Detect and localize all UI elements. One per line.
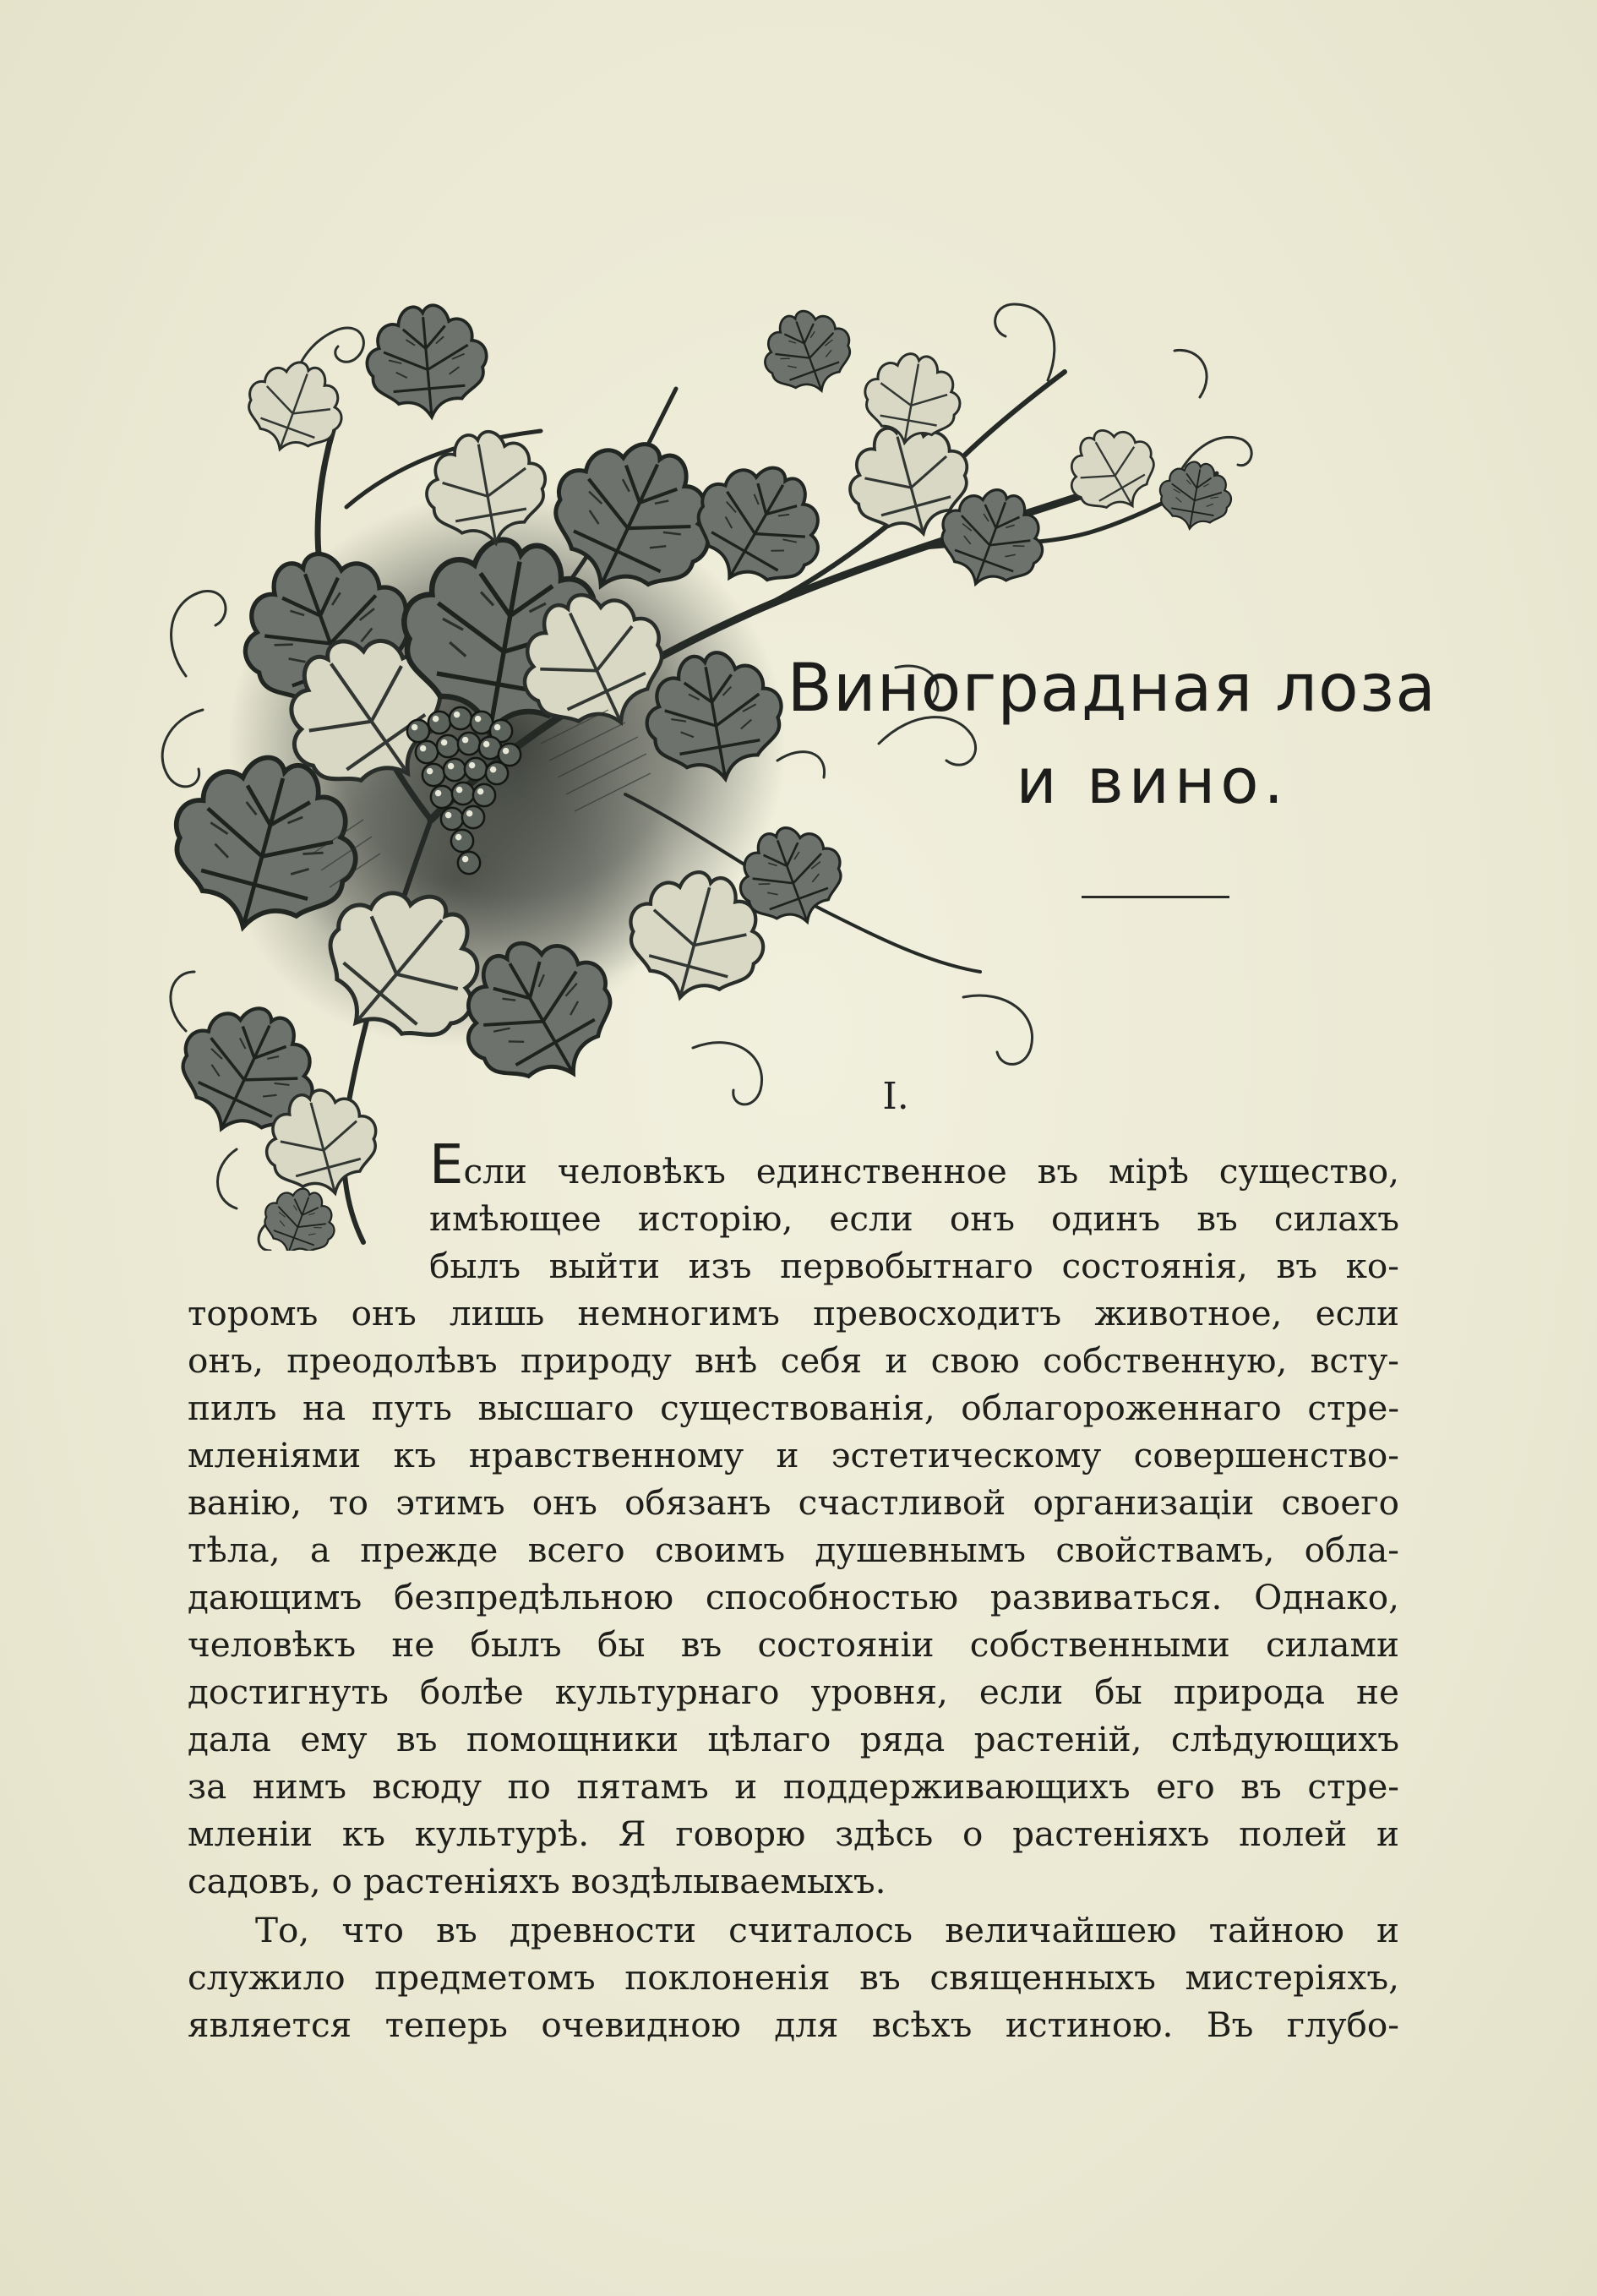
drop-cap: Е bbox=[429, 1134, 464, 1197]
title-line-2: и вино. bbox=[1016, 745, 1289, 818]
text-line: садовъ, о растеніяхъ воздѣлываемыхъ. bbox=[188, 1861, 886, 1901]
text-line: тѣла, а прежде всего своимъ душевнымъ свойствамъ, обла- bbox=[188, 1530, 1399, 1570]
text-line: служило предметомъ поклоненія въ священныхъ мистеріяхъ, bbox=[188, 1957, 1399, 1998]
text-line-content: сли человѣкъ единственное въ мірѣ существо, bbox=[463, 1151, 1399, 1192]
opening-paragraph-lead bbox=[429, 1134, 1399, 1290]
text-line: былъ выйти изъ первобытнаго состоянія, въ ко- bbox=[429, 1246, 1399, 1286]
title-line-1: Виноградная лоза bbox=[787, 651, 1436, 727]
title-divider bbox=[1082, 896, 1229, 898]
text-line: человѣкъ не былъ бы въ состояніи собственными силами bbox=[188, 1624, 1399, 1665]
text-line: мленіи къ культурѣ. Я говорю здѣсь о растеніяхъ полей и bbox=[188, 1813, 1399, 1854]
text-line: достигнуть болѣе культурнаго уровня, если бы природа не bbox=[188, 1672, 1399, 1712]
text-line: пилъ на путь высшаго существованія, облагороженнаго стре- bbox=[188, 1388, 1399, 1428]
page-title bbox=[760, 642, 1436, 828]
text-line: является теперь очевидною для всѣхъ истиною. Въ глубо- bbox=[188, 2004, 1399, 2045]
text-line: имѣющее исторію, если онъ одинъ въ силахъ bbox=[429, 1198, 1399, 1239]
second-paragraph bbox=[188, 1906, 1399, 2048]
text-line: онъ, преодолѣвъ природу внѣ себя и свою собственную, всту- bbox=[188, 1340, 1399, 1381]
text-line: торомъ онъ лишь немногимъ превосходитъ животное, если bbox=[188, 1293, 1399, 1333]
text-line: мленіями къ нравственному и эстетическому совершенство- bbox=[188, 1435, 1399, 1475]
text-line: ванію, то этимъ онъ обязанъ счастливой организаціи своего bbox=[188, 1482, 1399, 1523]
chapter-numeral: I. bbox=[882, 1075, 909, 1118]
text-line: дала ему въ помощники цѣлаго ряда растеній, слѣдующихъ bbox=[188, 1719, 1399, 1759]
text-line bbox=[429, 1134, 1399, 1197]
opening-paragraph-body bbox=[188, 1290, 1399, 1905]
text-line: То, что въ древности считалось величайшею тайною и bbox=[255, 1910, 1399, 1950]
text-line: за нимъ всюду по пятамъ и поддерживающихъ его въ стре- bbox=[188, 1766, 1399, 1807]
text-line: дающимъ безпредѣльною способностью развиваться. Однако, bbox=[188, 1577, 1399, 1617]
